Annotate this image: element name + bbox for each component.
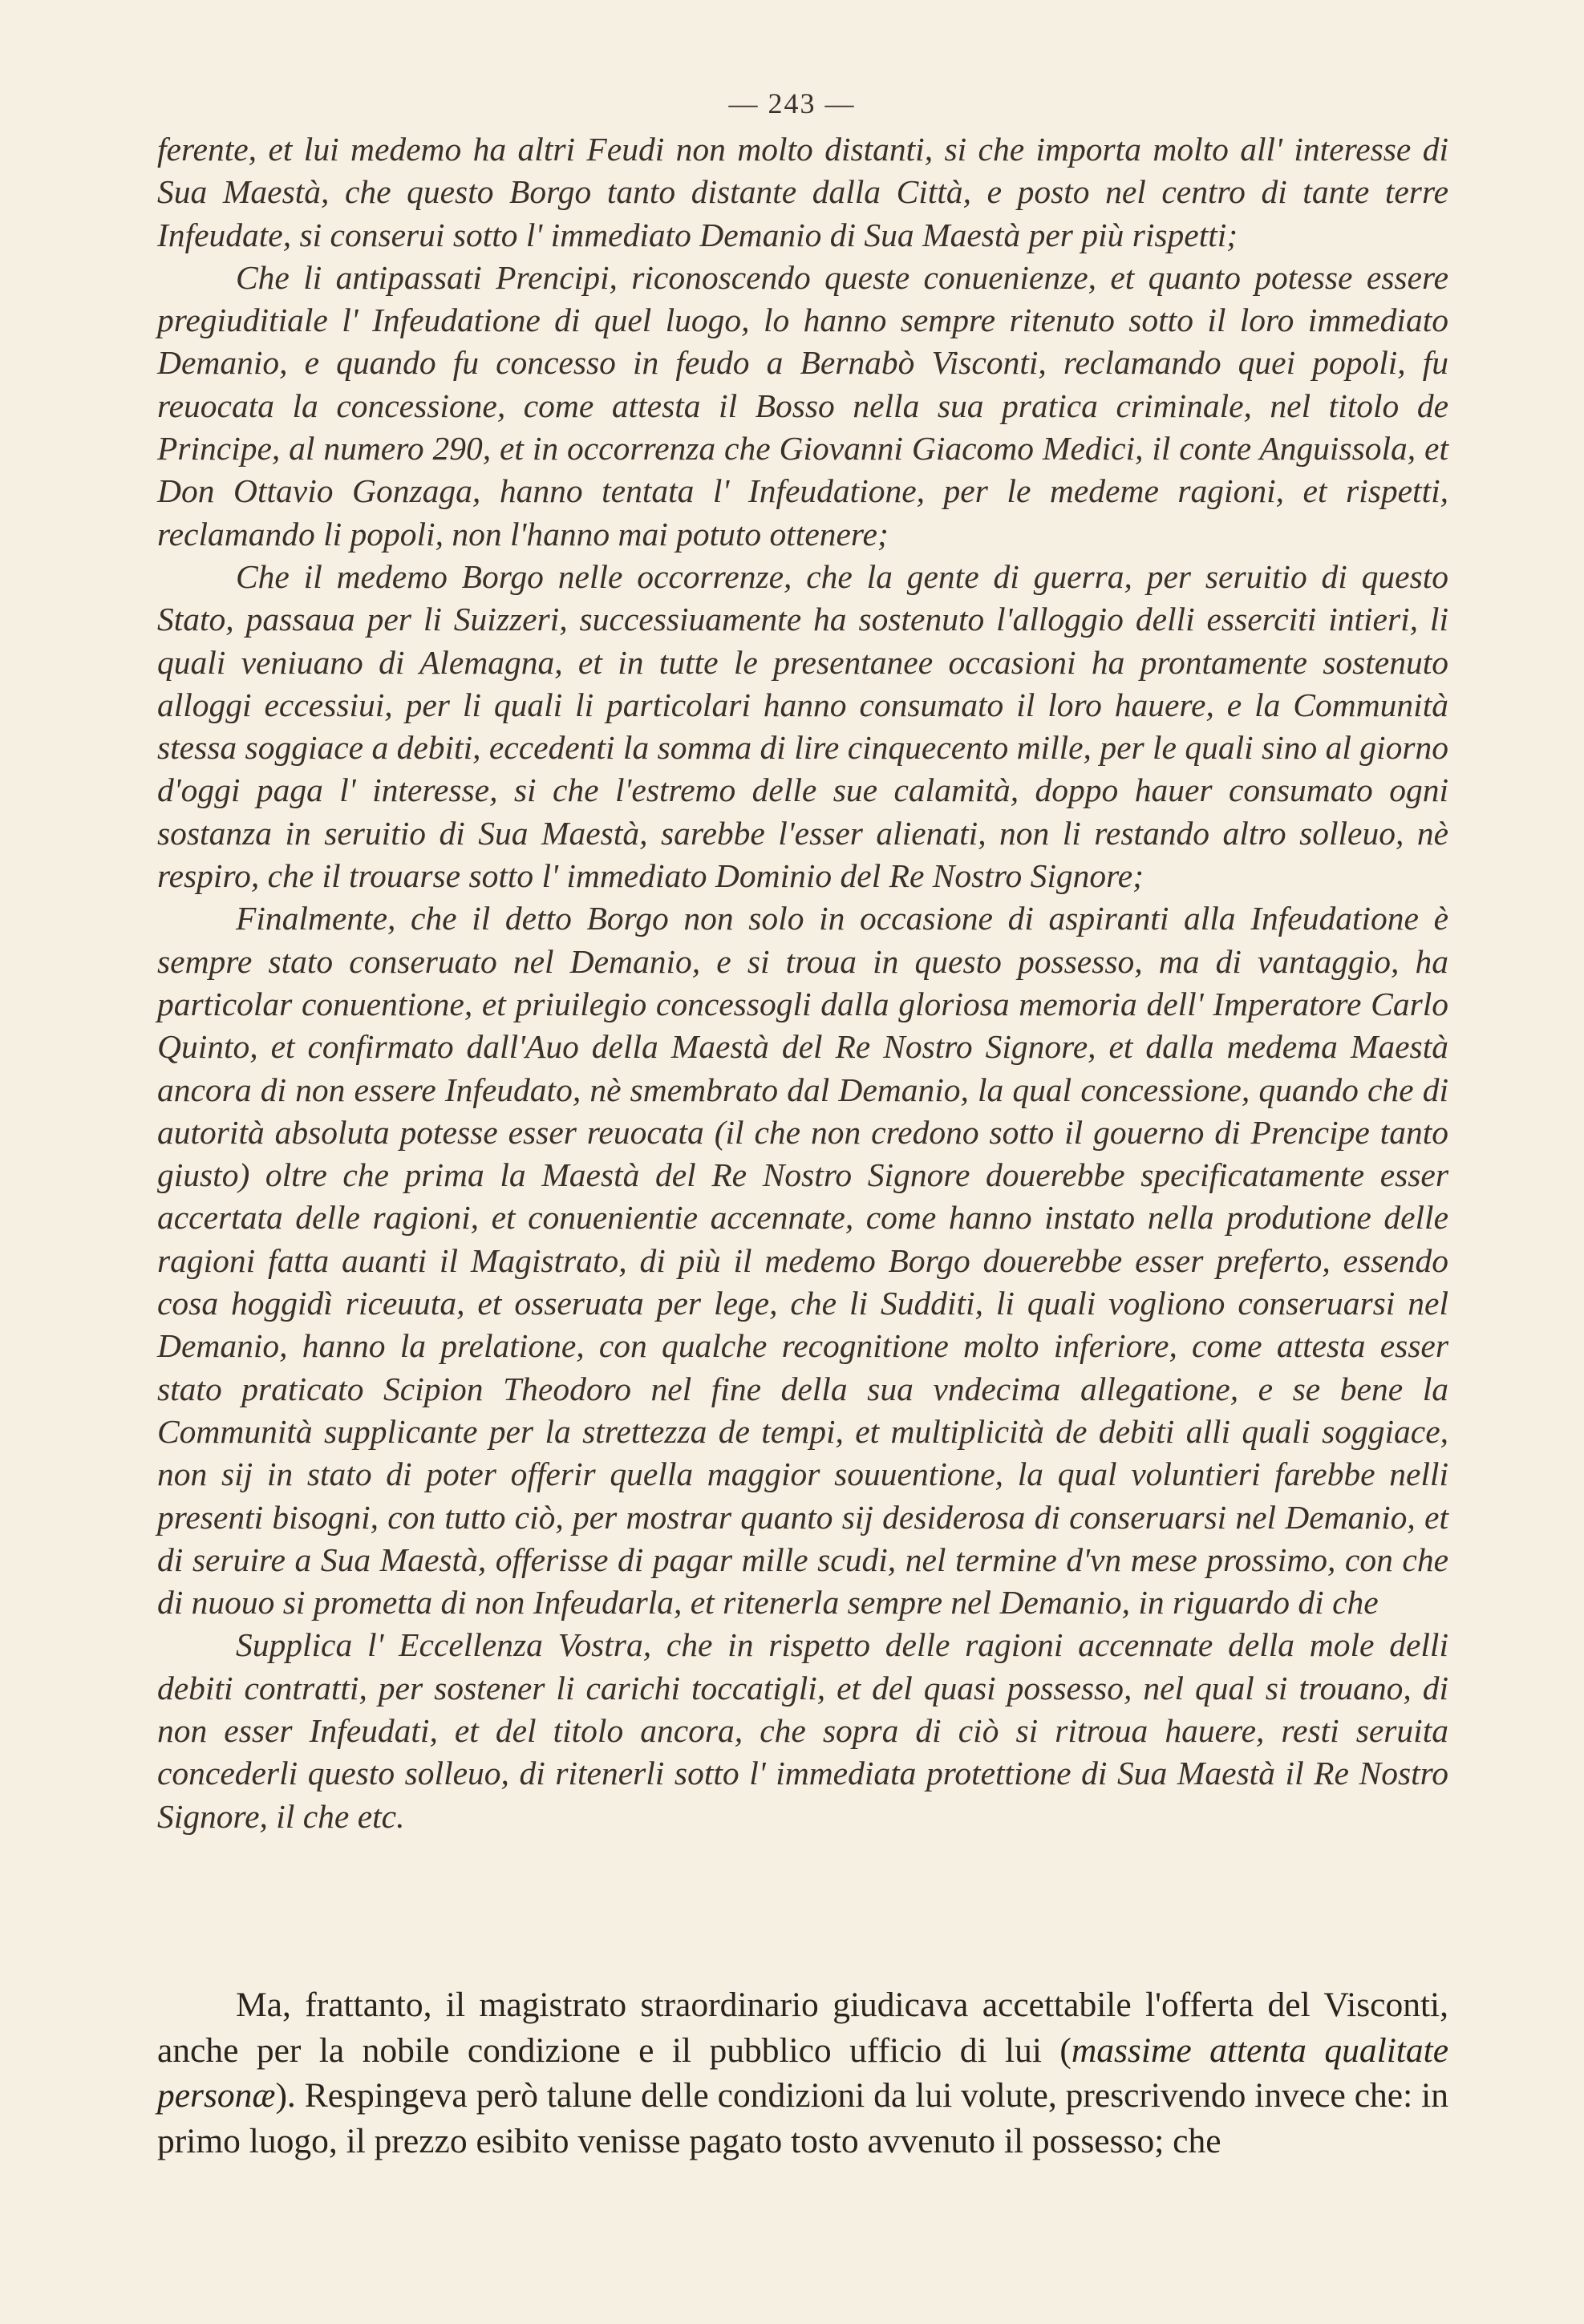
quoted-petition	[157, 128, 1448, 1838]
narrative-text-end: ). Respingeva però talune delle condizioni da lui volute, prescrivendo invece che: in primo luogo, il prezzo esibito venisse pagato tosto avvenuto il possesso; che	[157, 2076, 1448, 2160]
page-number: — 243 —	[728, 87, 856, 119]
petition-paragraph: Che il medemo Borgo nelle occorrenze, che la gente di guerra, per seruitio di questo Stato, passaua per li Suizzeri, successiuamente ha sostenuto l'alloggio delli esserciti intieri, li quali veniuano di Alemagna, et in tutte le presentanee occasioni ha prontamente sostenuto alloggi eccessiui, per li quali li particolari hanno consumato il loro hauere, e la Communità stessa soggiace a debiti, eccedenti la somma di lire cinquecento mille, per le quali sino al giorno d'oggi paga l' interesse, si che l'estremo delle sue calamità, doppo hauer consumato ogni sostanza in seruitio di Sua Maestà, sarebbe l'esser alienati, non li restando altro solleuo, nè respiro, che il trouarse sotto l' immediato Dominio del Re Nostro Signore;	[157, 557, 1448, 895]
narrative-text-start: Ma, frattanto, il magistrato straordinario giudicava accettabile l'offerta del Visconti, anche per la nobile condizione e il pubblico ufficio di lui (	[157, 1986, 1448, 2070]
narrative-text	[157, 1982, 1448, 2164]
petition-paragraph: Che li antipassati Prencipi, riconoscendo queste conuenienze, et quanto potesse essere pregiuditiale l' Infeudatione di quel luogo, lo hanno sempre ritenuto sotto il loro immediato Demanio, e quando fu concesso in feudo a Bernabò Visconti, reclamando quei popoli, fu reuocata la concessione, come attesta il Bosso nella sua pratica criminale, nel titolo de Principe, al numero 290, et in occorrenza che Giovanni Giacomo Medici, il conte Anguissola, et Don Ottavio Gonzaga, hanno tentata l' Infeudatione, per le medeme ragioni, et rispetti, reclamando li popoli, non l'hanno mai potuto ottenere;	[157, 258, 1448, 553]
petition-paragraph: ferente, et lui medemo ha altri Feudi non molto distanti, si che importa molto all' interesse di Sua Maestà, che questo Borgo tanto distante dalla Città, e posto nel centro di tante terre Infeudate, si conserui sotto l' immediato Demanio di Sua Maestà per più rispetti;	[157, 131, 1448, 253]
narrative-paragraph	[157, 1982, 1448, 2164]
latin-phrase: massime attenta qualitate personæ	[157, 2030, 1449, 2115]
petition-paragraph: Supplica l' Eccellenza Vostra, che in rispetto delle ragioni accennate della mole delli debiti contratti, per sostener li carichi toccatigli, et del quasi possesso, nel qual si trouano, di non esser Infeudati, et del titolo ancora, che sopra di ciò si ritroua hauere, resti seruita concederli questo solleuo, di ritenerli sotto l' immediata protettione di Sua Maestà il Re Nostro Signore, il che etc.	[157, 1626, 1448, 1835]
petition-paragraph: Finalmente, che il detto Borgo non solo in occasione di aspiranti alla Infeudatione è sempre stato conseruato nel Demanio, e si troua in questo possesso, ma di vantaggio, ha particolar conuentione, et priuilegio concessogli dalla gloriosa memoria dell' Imperatore Carlo Quinto, et confirmato dall'Auo della Maestà del Re Nostro Signore, et dalla medema Maestà ancora di non essere Infeudato, nè smembrato dal Demanio, la qual concessione, quando che di autorità absoluta potesse esser reuocata (il che non credono sotto il gouerno di Prencipe tanto giusto) oltre che prima la Maestà del Re Nostro Signore douerebbe specificatamente esser accertata delle ragioni, et conuenientie accennate, come hanno instato nella produtione delle ragioni fatta auanti il Magistrato, di più il medemo Borgo douerebbe esser preferto, essendo cosa hoggidì riceuuta, et osseruata per lege, che li Sudditi, li quali vogliono conseruarsi nel Demanio, hanno la prelatione, con qualche recognitione molto inferiore, come attesta esser stato praticato Scipion Theodoro nel fine della sua vndecima allegatione, e se bene la Communità supplicante per la strettezza de tempi, et multiplicità de debiti alli quali soggiace, non sij in stato di poter offerir quella maggior souuentione, la qual voluntieri farebbe nelli presenti bisogni, con tutto ciò, per mostrar quanto sij desiderosa di conseruarsi nel Demanio, et di seruire a Sua Maestà, offerisse di pagar mille scudi, nel termine d'vn mese prossimo, con che di nuouo si prometta di non Infeudarla, et ritenerla sempre nel Demanio, in riguardo di che	[157, 900, 1448, 1622]
